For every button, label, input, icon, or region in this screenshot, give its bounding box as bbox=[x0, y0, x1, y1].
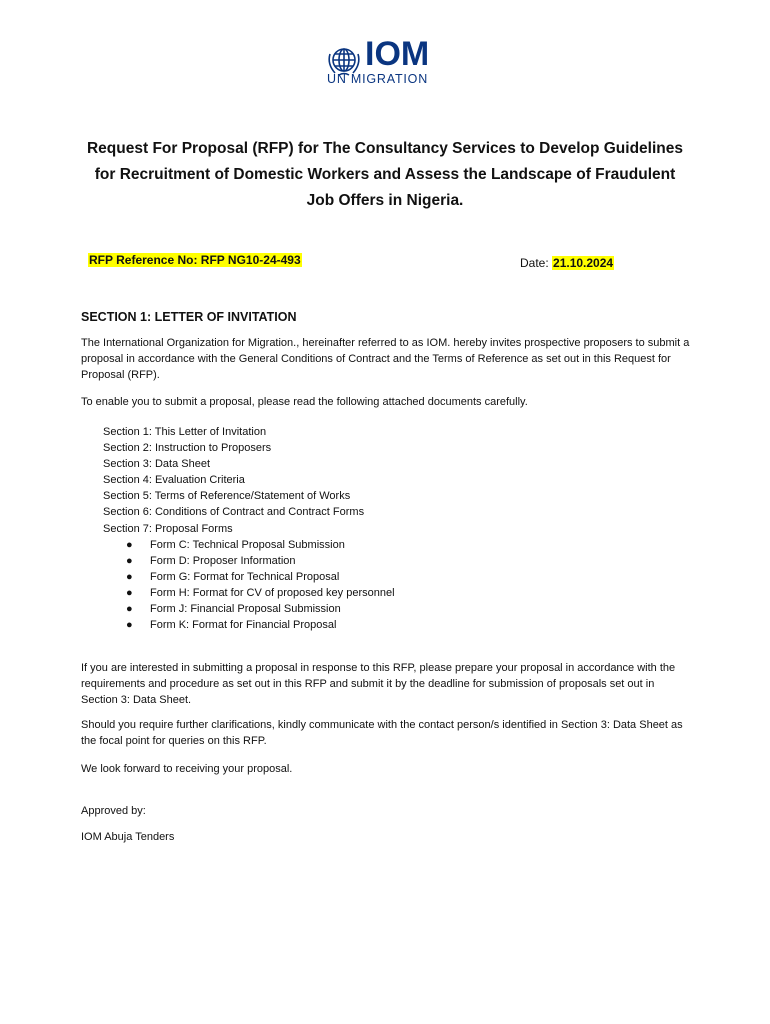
enable-paragraph: To enable you to submit a proposal, please read the following attached documents carefully. bbox=[81, 396, 528, 408]
proposal-forms-list bbox=[103, 537, 395, 634]
title-line-3: Job Offers in Nigeria. bbox=[306, 192, 464, 209]
form-item bbox=[126, 553, 395, 569]
interest-paragraph: If you are interested in submitting a proposal in response to this RFP, please prepare your proposal in accordance with the requirements and procedure as set out in this RFP and submit it by the deadline for submission of proposals set out in Section 3: Data Sheet. bbox=[81, 662, 676, 706]
bullet-icon: ● bbox=[126, 619, 133, 632]
form-item bbox=[126, 617, 395, 633]
iom-logo bbox=[325, 35, 450, 88]
title-line-2: for Recruitment of Domestic Workers and Assess the Landscape of Fraudulent bbox=[94, 166, 676, 183]
document-title bbox=[60, 136, 710, 214]
form-label: Form C: Technical Proposal Submission bbox=[150, 538, 345, 551]
approved-label: Approved by: bbox=[81, 805, 146, 817]
list-item: Section 3: Data Sheet bbox=[103, 458, 211, 471]
attached-documents-list bbox=[103, 424, 395, 633]
bullet-icon: ● bbox=[126, 570, 133, 583]
form-label: Form K: Format for Financial Proposal bbox=[150, 619, 337, 632]
approver-name: IOM Abuja Tenders bbox=[81, 831, 175, 843]
list-item: Section 5: Terms of Reference/Statement of Works bbox=[103, 490, 351, 503]
closing-line: We look forward to receiving your proposal. bbox=[81, 763, 293, 775]
form-item bbox=[126, 585, 395, 601]
list-item: Section 4: Evaluation Criteria bbox=[103, 474, 245, 487]
bullet-icon: ● bbox=[126, 586, 133, 599]
bullet-icon: ● bbox=[126, 538, 133, 551]
list-item: Section 6: Conditions of Contract and Contract Forms bbox=[103, 506, 365, 519]
form-label: Form H: Format for CV of proposed key personnel bbox=[150, 586, 395, 599]
intro-paragraph: The International Organization for Migration., hereinafter referred to as IOM. hereby invites prospective proposers to submit a proposal in accordance with the General Conditions of Contract and the Terms of Reference as set out in this Request for Proposal (RFP). bbox=[81, 337, 690, 381]
list-item-section-7 bbox=[103, 521, 395, 634]
bullet-icon: ● bbox=[126, 603, 133, 616]
bullet-icon: ● bbox=[126, 554, 133, 567]
form-item bbox=[126, 569, 395, 585]
section-7-label: Section 7: Proposal Forms bbox=[103, 522, 233, 535]
rfp-reference: RFP Reference No: RFP NG10-24-493 bbox=[89, 253, 301, 267]
document-date bbox=[520, 256, 614, 270]
logo-name: IOM bbox=[365, 35, 430, 73]
form-label: Form J: Financial Proposal Submission bbox=[150, 603, 341, 616]
logo-tagline: UN MIGRATION bbox=[327, 72, 429, 86]
form-label: Form G: Format for Technical Proposal bbox=[150, 570, 340, 583]
clarification-paragraph: Should you require further clarifications, kindly communicate with the contact person/s identified in Section 3: Data Sheet as the focal point for queries on this RFP. bbox=[81, 719, 683, 747]
title-line-1: Request For Proposal (RFP) for The Consultancy Services to Develop Guidelines bbox=[86, 140, 683, 157]
section-title: SECTION 1: LETTER OF INVITATION bbox=[81, 310, 297, 324]
list-item: Section 2: Instruction to Proposers bbox=[103, 442, 272, 455]
form-item bbox=[126, 601, 395, 617]
date-value: 21.10.2024 bbox=[553, 256, 614, 270]
list-item: Section 1: This Letter of Invitation bbox=[103, 426, 267, 438]
form-label: Form D: Proposer Information bbox=[150, 554, 296, 567]
date-label: Date: bbox=[520, 256, 553, 270]
form-item bbox=[126, 537, 395, 553]
